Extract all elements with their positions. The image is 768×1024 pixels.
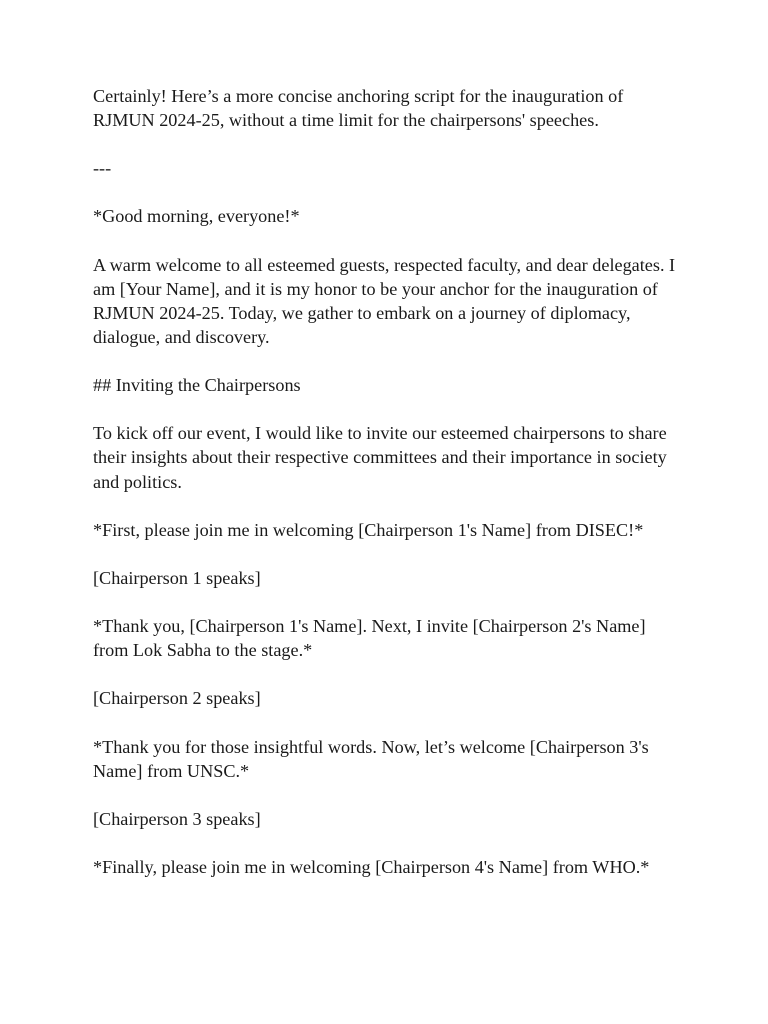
chairperson-1-intro: *First, please join me in welcoming [Chairperson 1's Name] from DISEC!*	[93, 519, 644, 540]
section-heading: ## Inviting the Chairpersons	[93, 375, 301, 396]
chairperson-1-speaks: [Chairperson 1 speaks]	[93, 567, 261, 588]
chairperson-3-intro: *Thank you for those insightful words. Now, let’s welcome [Chairperson 3's Name] from UNSC.*	[93, 736, 649, 781]
welcome-paragraph: A warm welcome to all esteemed guests, respected faculty, and dear delegates. I am [Your Name], and it is my honor to be your anchor for the inauguration of RJMUN 2024-25. Today, we gather to embark on a journey of diplomacy, dialogue, and discovery.	[93, 254, 676, 347]
chairperson-4-intro: *Finally, please join me in welcoming [Chairperson 4's Name] from WHO.*	[93, 857, 650, 877]
intro-paragraph: Certainly! Here’s a more concise anchoring script for the inauguration of RJMUN 2024-25, without a time limit for the chairpersons' speeches.	[93, 86, 624, 131]
chairperson-2-intro: *Thank you, [Chairperson 1's Name]. Next, I invite [Chairperson 2's Name] from Lok Sabha to the stage.*	[93, 616, 646, 661]
greeting-line: *Good morning, everyone!*	[93, 206, 300, 227]
separator-line: ---	[93, 158, 112, 179]
chairperson-2-speaks: [Chairperson 2 speaks]	[93, 688, 261, 709]
invite-paragraph: To kick off our event, I would like to invite our esteemed chairpersons to share their insights about their respective committees and their importance in society and politics.	[93, 423, 667, 492]
chairperson-3-speaks: [Chairperson 3 speaks]	[93, 808, 261, 829]
document-page	[93, 84, 683, 903]
